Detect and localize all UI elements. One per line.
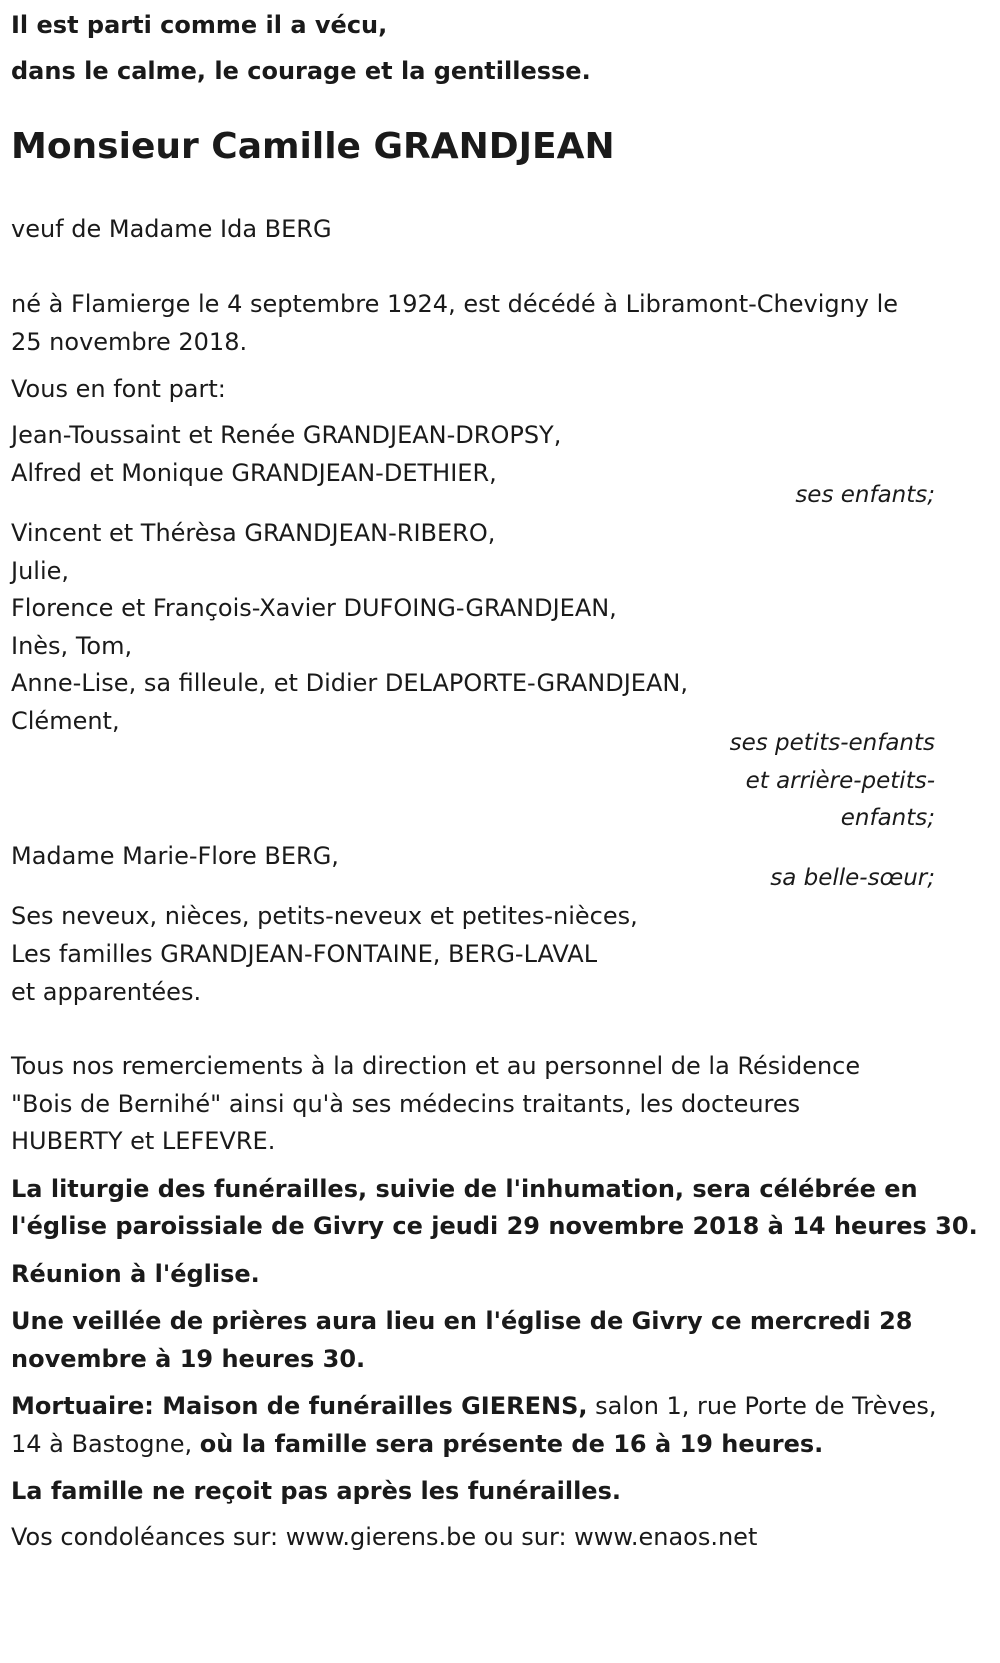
liturgy-line: l'église paroissiale de Givry ce jeudi 29 novembre 2018 à 14 heures 30.	[11, 1212, 978, 1240]
grandchildren-line: Anne-Lise, sa filleule, et Didier DELAPORTE-GRANDJEAN,	[11, 669, 688, 697]
children-line: Jean-Toussaint et Renée GRANDJEAN-DROPSY,	[11, 421, 562, 449]
grandchildren-role-line: et arrière-petits-	[745, 768, 935, 794]
condolences-line: Vos condoléances sur: www.gierens.be ou sur: www.enaos.net	[11, 1523, 758, 1551]
epigraph-line-1: Il est parti comme il a vécu,	[11, 11, 388, 39]
no-reception-line: La famille ne reçoit pas après les funérailles.	[11, 1477, 621, 1505]
extended-family-line: Ses neveux, nièces, petits-neveux et petites-nièces,	[11, 902, 638, 930]
extended-family-line: et apparentées.	[11, 978, 202, 1006]
grandchildren-role-line: enfants;	[840, 805, 935, 831]
grandchildren-line: Vincent et Thérèsa GRANDJEAN-RIBERO,	[11, 519, 496, 547]
mortuary-line-2	[11, 1425, 823, 1463]
announcement: Vous en font part:	[11, 375, 226, 403]
grandchildren-role-line: ses petits-enfants	[729, 730, 935, 756]
liturgy-line: La liturgie des funérailles, suivie de l'inhumation, sera célébrée en	[11, 1175, 918, 1203]
thanks-line: HUBERTY et LEFEVRE.	[11, 1127, 276, 1155]
grandchildren-line: Inès, Tom,	[11, 632, 133, 660]
extended-family-line: Les familles GRANDJEAN-FONTAINE, BERG-LAVAL	[11, 940, 598, 968]
epigraph-line-2: dans le calme, le courage et la gentillesse.	[11, 57, 591, 85]
deceased-name: Monsieur Camille GRANDJEAN	[11, 126, 615, 167]
vigil-line: Une veillée de prières aura lieu en l'église de Givry ce mercredi 28	[11, 1307, 913, 1335]
children-line: Alfred et Monique GRANDJEAN-DETHIER,	[11, 459, 497, 487]
children-role: ses enfants;	[795, 482, 935, 508]
grandchildren-line: Julie,	[11, 557, 70, 585]
grandchildren-line: Clément,	[11, 707, 120, 735]
sister-in-law-line: Madame Marie-Flore BERG,	[11, 842, 339, 870]
vigil-line: novembre à 19 heures 30.	[11, 1345, 366, 1373]
birth-death-line-1: né à Flamierge le 4 septembre 1924, est décédé à Libramont-Chevigny le	[11, 290, 899, 318]
mortuary-hours: où la famille sera présente de 16 à 19 heures.	[199, 1430, 824, 1458]
mortuary-line-1	[11, 1387, 936, 1425]
mortuary-name: Mortuaire: Maison de funérailles GIERENS,	[11, 1392, 588, 1420]
spouse-line: veuf de Madame Ida BERG	[11, 215, 332, 243]
birth-death-line-2: 25 novembre 2018.	[11, 328, 248, 356]
meeting-line: Réunion à l'église.	[11, 1260, 260, 1288]
mortuary-city: 14 à Bastogne,	[11, 1430, 200, 1458]
mortuary-address: salon 1, rue Porte de Trèves,	[587, 1392, 937, 1420]
thanks-line: Tous nos remerciements à la direction et au personnel de la Résidence	[11, 1052, 861, 1080]
thanks-line: "Bois de Bernihé" ainsi qu'à ses médecins traitants, les docteures	[11, 1090, 801, 1118]
sister-in-law-role: sa belle-sœur;	[770, 865, 935, 891]
grandchildren-line: Florence et François-Xavier DUFOING-GRANDJEAN,	[11, 594, 617, 622]
